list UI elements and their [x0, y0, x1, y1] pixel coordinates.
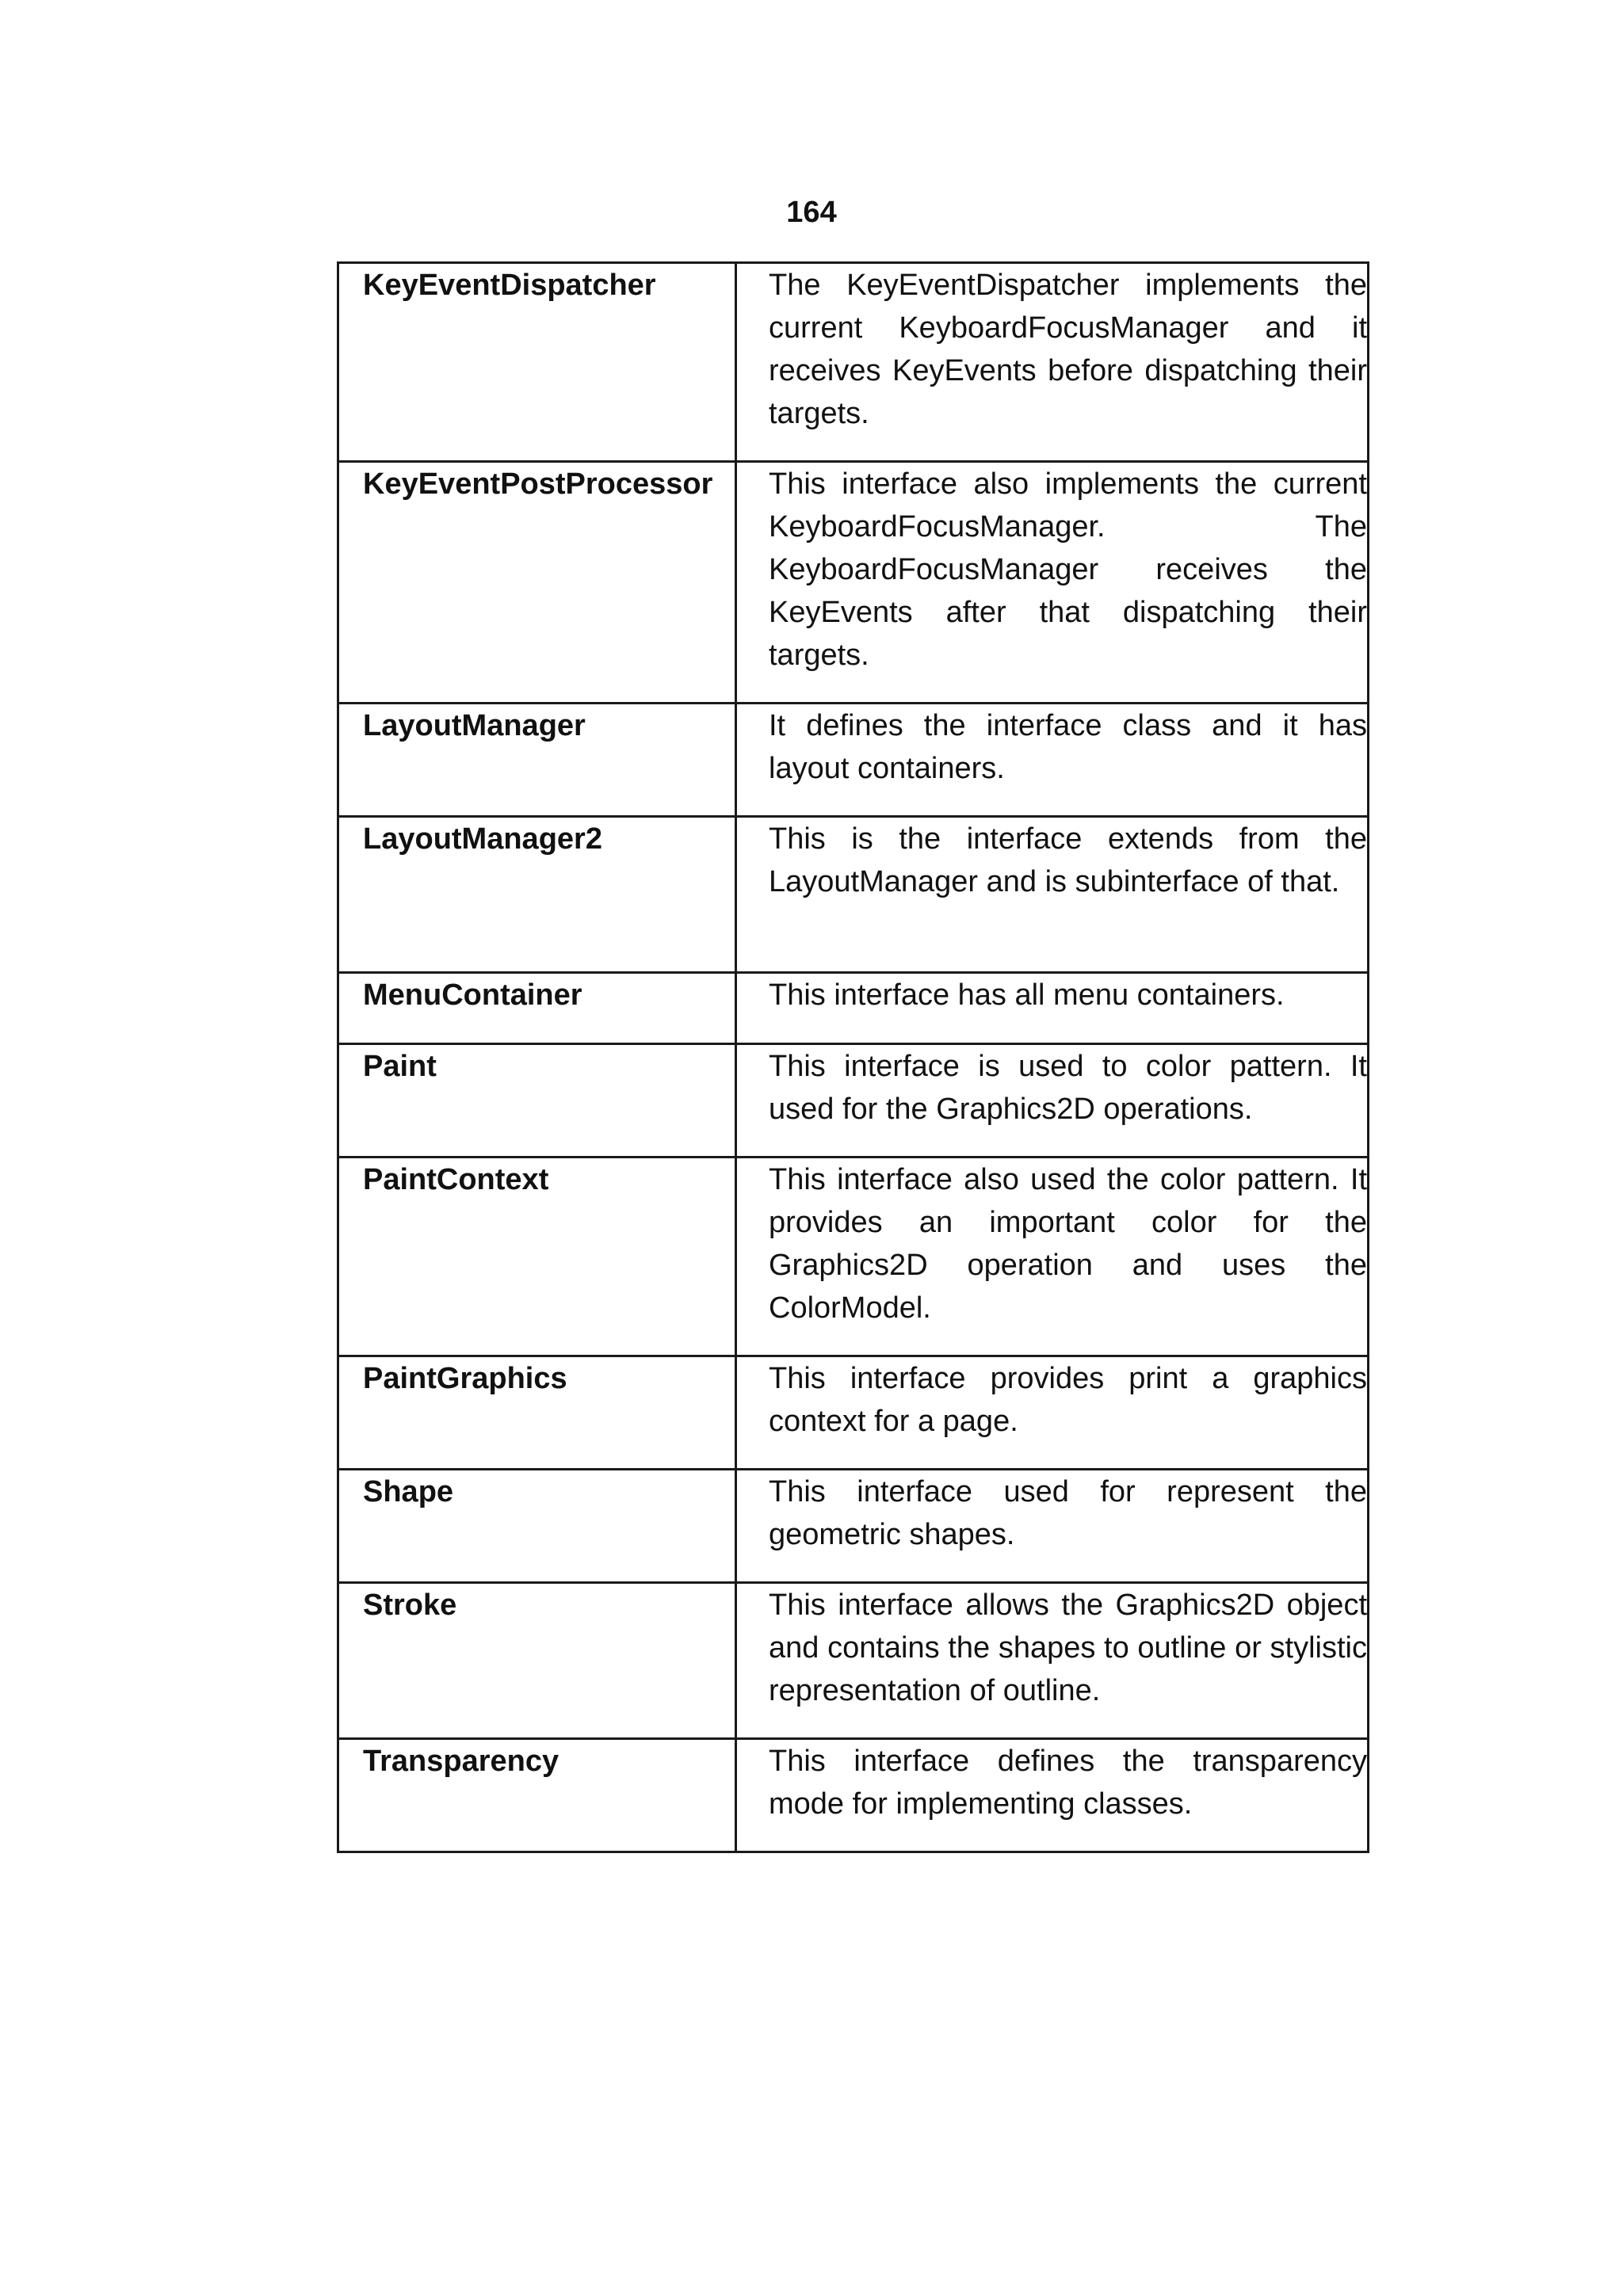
table-row [338, 704, 1369, 817]
term-transparency: Transparency [363, 1745, 559, 1778]
term-cell [338, 1470, 736, 1583]
description-cell [736, 1044, 1369, 1158]
term-keyeventpostprocessor: KeyEventPostProcessor [363, 467, 713, 501]
description-paint: This interface is used to color pattern. It used for the Graphics2D operations. [769, 1050, 1367, 1126]
description-layoutmanager2: This is the interface extends from the LayoutManager and is subinterface of that. [769, 822, 1367, 898]
table-row [338, 263, 1369, 462]
description-cell [736, 263, 1369, 462]
description-layoutmanager: It defines the interface class and it has layout containers. [769, 709, 1367, 785]
table-row [338, 1158, 1369, 1356]
term-cell [338, 462, 736, 704]
term-layoutmanager2: LayoutManager2 [363, 822, 602, 856]
description-cell [736, 973, 1369, 1044]
term-menucontainer: MenuContainer [363, 978, 582, 1012]
description-stroke: This interface allows the Graphics2D object and contains the shapes to outline or stylistic representation of outline. [769, 1589, 1367, 1707]
table-row [338, 1739, 1369, 1852]
table-row [338, 817, 1369, 973]
interface-definitions-table [337, 261, 1369, 1853]
table-row [338, 1356, 1369, 1470]
description-cell [736, 704, 1369, 817]
table-row [338, 973, 1369, 1044]
table-row [338, 1044, 1369, 1158]
description-cell [736, 1739, 1369, 1852]
term-cell [338, 1044, 736, 1158]
description-transparency: This interface defines the transparency mode for implementing classes. [769, 1745, 1367, 1821]
description-cell [736, 1158, 1369, 1356]
term-stroke: Stroke [363, 1589, 457, 1622]
term-shape: Shape [363, 1475, 454, 1508]
term-cell [338, 1356, 736, 1470]
term-cell [338, 1739, 736, 1852]
description-cell [736, 462, 1369, 704]
description-cell [736, 817, 1369, 973]
table-row [338, 1470, 1369, 1583]
description-cell [736, 1356, 1369, 1470]
term-layoutmanager: LayoutManager [363, 709, 586, 742]
term-cell [338, 1583, 736, 1739]
description-keyeventdispatcher: The KeyEventDispatcher implements the current KeyboardFocusManager and it receives KeyEvents before dispatching their targets. [769, 269, 1367, 430]
description-shape: This interface used for represent the geometric shapes. [769, 1475, 1367, 1551]
description-paintgraphics: This interface provides print a graphics context for a page. [769, 1362, 1367, 1438]
term-cell [338, 704, 736, 817]
page-number: 164 [786, 196, 837, 229]
description-cell [736, 1583, 1369, 1739]
term-cell [338, 1158, 736, 1356]
term-keyeventdispatcher: KeyEventDispatcher [363, 269, 656, 302]
description-paintcontext: This interface also used the color pattern. It provides an important color for the Graphics2D operation and uses the ColorModel. [769, 1163, 1367, 1325]
table-row [338, 462, 1369, 704]
description-cell [736, 1470, 1369, 1583]
term-paintgraphics: PaintGraphics [363, 1362, 567, 1395]
description-keyeventpostprocessor: This interface also implements the current KeyboardFocusManager. The KeyboardFocusManager receives the KeyEvents after that dispatching their targets. [769, 467, 1367, 672]
term-paint: Paint [363, 1050, 437, 1083]
term-cell [338, 263, 736, 462]
term-cell [338, 817, 736, 973]
description-menucontainer: This interface has all menu containers. [769, 978, 1285, 1012]
term-paintcontext: PaintContext [363, 1163, 549, 1196]
table-row [338, 1583, 1369, 1739]
term-cell [338, 973, 736, 1044]
